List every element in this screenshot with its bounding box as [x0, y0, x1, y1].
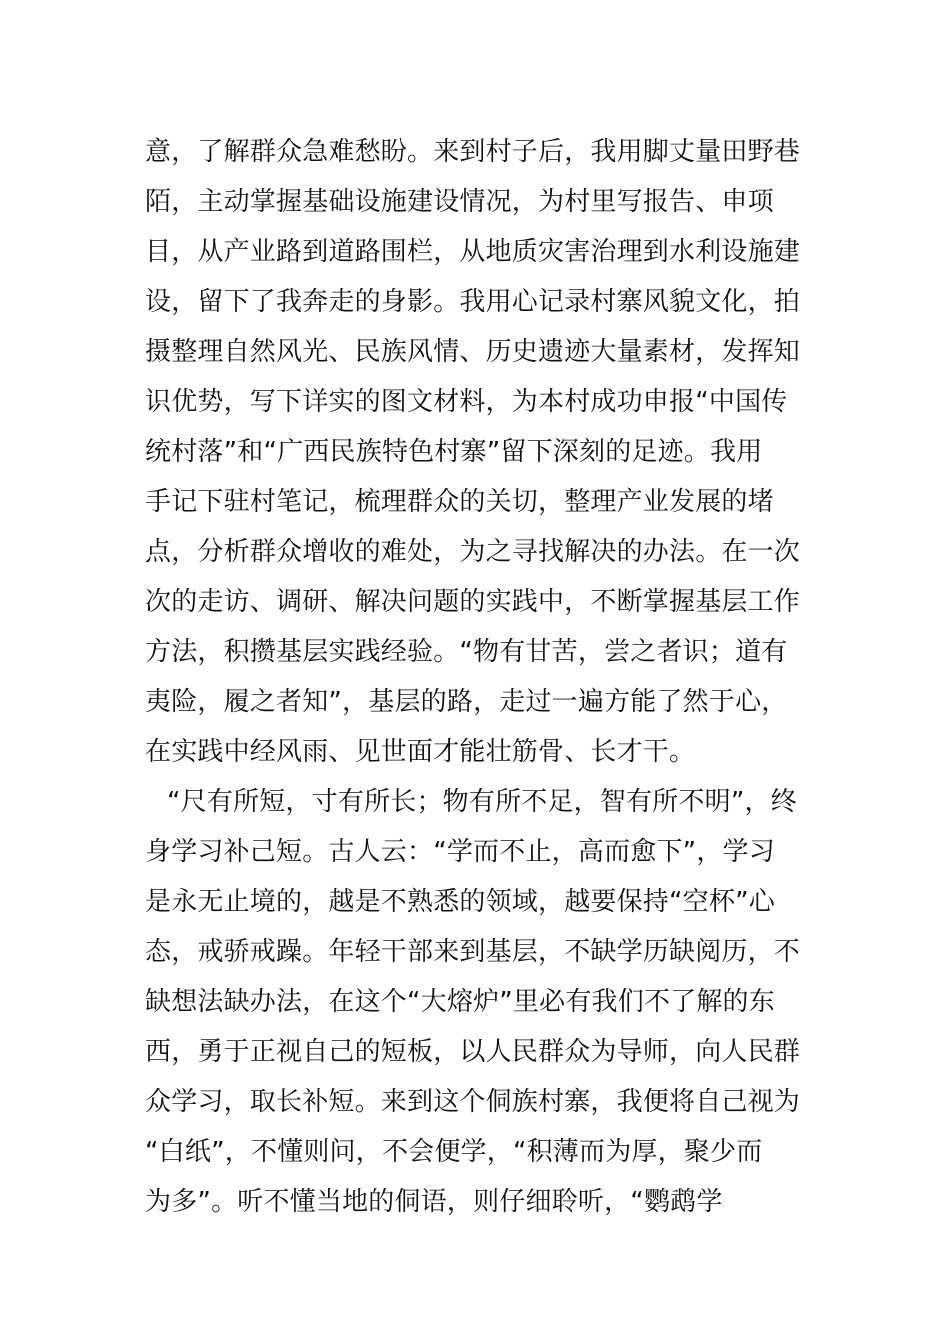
text-line: 缺想法缺办法，在这个“大熔炉”里必有我们不了解的东 [145, 987, 775, 1017]
paragraph-1 [145, 127, 815, 777]
text-line: 态，戒骄戒躁。年轻干部来到基层，不缺学历缺阅历，不 [145, 937, 801, 967]
text-line: 陌，主动掌握基础设施建设情况，为村里写报告、申项 [145, 187, 774, 217]
text-line: “尺有所短，寸有所长；物有所不足，智有所不明”，终 [167, 787, 797, 817]
text-line: 在实践中经风雨、见世面才能壮筋骨、长才干。 [145, 737, 696, 767]
text-line: 摄整理自然风光、民族风情、历史遗迹大量素材，发挥知 [145, 337, 801, 367]
text-line: 目，从产业路到道路围栏，从地质灾害治理到水利设施建 [145, 237, 801, 267]
text-line: 次的走访、调研、解决问题的实践中，不断掌握基层工作 [145, 587, 801, 617]
text-line: 手记下驻村笔记，梳理群众的关切，整理产业发展的堵 [145, 487, 774, 517]
text-line: 方法，积攒基层实践经验。“物有甘苦，尝之者识；道有 [145, 637, 788, 667]
text-line: 为多”。听不懂当地的侗语，则仔细聆听，“鹦鹉学 [145, 1187, 723, 1217]
text-line: 统村落”和“广西民族特色村寨”留下深刻的足迹。我用 [145, 437, 763, 467]
text-line: “白纸”，不懂则问，不会便学，“积薄而为厚，聚少而 [145, 1137, 763, 1167]
text-line: 设，留下了我奔走的身影。我用心记录村寨风貌文化，拍 [145, 287, 801, 317]
text-line: 身学习补己短。古人云：“学而不止，高而愈下”，学习 [145, 837, 775, 867]
text-line: 夷险，履之者知”，基层的路，走过一遍方能了然于心， [145, 687, 788, 717]
text-line: 西，勇于正视自己的短板，以人民群众为导师，向人民群 [145, 1037, 801, 1067]
text-line: 众学习，取长补短。来到这个侗族村寨，我便将自己视为 [145, 1087, 801, 1117]
text-line: 识优势，写下详实的图文材料，为本村成功申报“中国传 [145, 387, 788, 417]
paragraph-2 [145, 777, 815, 1227]
body-text [145, 127, 815, 1227]
text-line: 意，了解群众急难愁盼。来到村子后，我用脚丈量田野巷 [145, 137, 801, 167]
text-line: 是永无止境的，越是不熟悉的领域，越要保持“空杯”心 [145, 887, 775, 917]
text-line: 点，分析群众增收的难处，为之寻找解决的办法。在一次 [145, 537, 801, 567]
